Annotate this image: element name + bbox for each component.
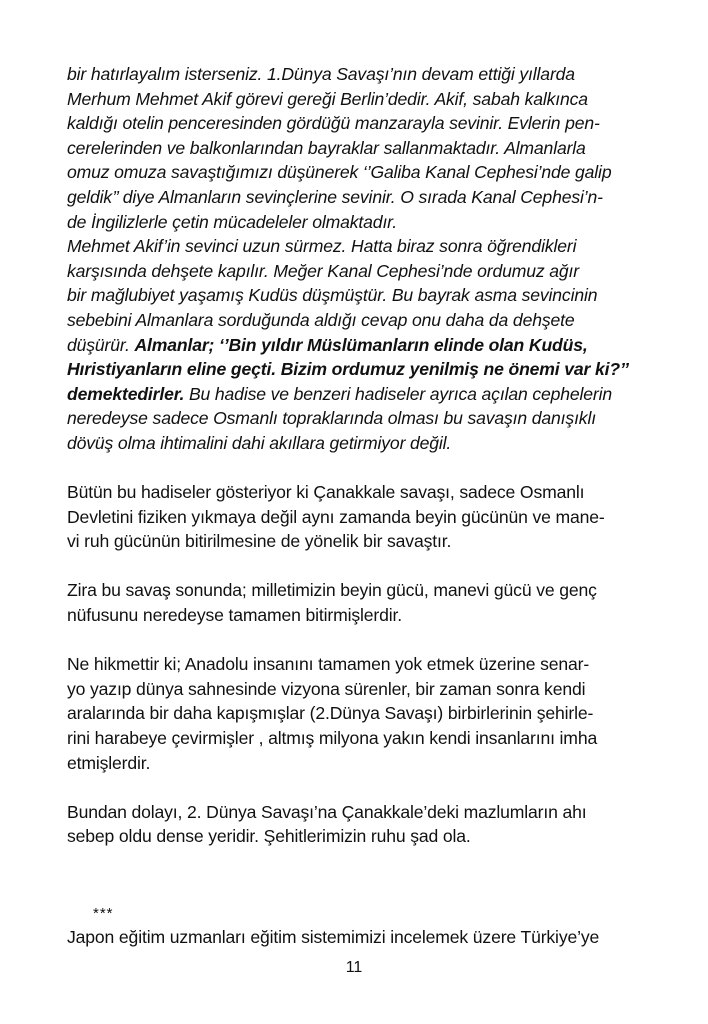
- paragraph-spacer: [67, 628, 647, 653]
- text-line: sebebini Almanlara sorduğunda aldığı cevap onu daha da dehşete: [67, 309, 575, 330]
- text-line: de İngilizlerle çetin mücadeleler olmaktadır.: [67, 211, 397, 232]
- text-line: Bütün bu hadiseler gösteriyor ki Çanakkale savaşı, sadece Osmanlı: [67, 482, 585, 503]
- paragraph-zira: [67, 578, 647, 627]
- text-line: bir hatırlayalım isterseniz. 1.Dünya Savaşı’nın devam ettiği yıllarda: [67, 64, 575, 84]
- bold-quote: Almanlar; ‘’Bin yıldır Müslümanların elinde olan Kudüs,: [134, 334, 588, 355]
- text-line: bir mağlubiyet yaşamış Kudüs düşmüştür. Bu bayrak asma sevincinin: [67, 285, 598, 306]
- paragraph-akif-dehset: [67, 234, 647, 455]
- text-line: Zira bu savaş sonunda; milletimizin beyin gücü, manevi gücü ve genç: [67, 580, 597, 601]
- paragraph-hikmet: [67, 652, 647, 775]
- paragraph-spacer: [67, 456, 647, 481]
- text-line: nüfusunu neredeyse tamamen bitirmişlerdir.: [67, 605, 402, 626]
- paragraph-spacer: [67, 554, 647, 579]
- text-line: yo yazıp dünya sahnesinde vizyona sürenler, bir zaman sonra kendi: [67, 678, 586, 699]
- text-line: cerelerinden ve balkonlarından bayraklar sallanmaktadır. Almanlarla: [67, 137, 586, 158]
- text-line: dövüş olma ihtimalini dahi akıllara getirmiyor değil.: [67, 432, 452, 453]
- text-line: [67, 382, 647, 407]
- text-line: Bundan dolayı, 2. Dünya Savaşı’na Çanakkale’deki mazlumların ahı: [67, 801, 587, 822]
- paragraph-spacer: [67, 849, 647, 899]
- text-line: neredeyse sadece Osmanlı topraklarında olması bu savaşın danışıklı: [67, 408, 596, 429]
- text-line: geldik’’ diye Almanların sevinçlerine sevinir. O sırada Kanal Cephesi’n-: [67, 186, 603, 207]
- paragraph-spacer: [67, 775, 647, 800]
- text-line: sebep oldu dense yeridir. Şehitlerimizin ruhu şad ola.: [67, 826, 471, 847]
- text-line: Japon eğitim uzmanları eğitim sistemimizi incelemek üzere Türkiye’ye: [67, 927, 600, 947]
- text-line: Merhum Mehmet Akif görevi gereği Berlin’dedir. Akif, sabah kalkınca: [67, 88, 588, 109]
- section-separator: ***: [93, 905, 114, 922]
- text-line: Mehmet Akif’in sevinci uzun sürmez. Hatta biraz sonra öğrendikleri: [67, 236, 577, 257]
- text-line: Devletini fiziken yıkmaya değil aynı zamanda beyin gücünün ve mane-: [67, 506, 605, 527]
- paragraph-canakkale: [67, 480, 647, 554]
- page-number: 11: [345, 959, 363, 976]
- text-line: vi ruh gücünün bitirilmesine de yönelik bir savaştır.: [67, 531, 452, 552]
- text-run: Bu hadise ve benzeri hadiseler ayrıca açılan cephelerin: [184, 383, 613, 404]
- text-line: kaldığı otelin penceresinden gördüğü manzarayla sevinir. Evlerin pen-: [67, 113, 600, 134]
- bold-quote: demektedirler.: [67, 383, 185, 404]
- text-line: [67, 333, 647, 358]
- paragraph-japon: [67, 925, 647, 950]
- text-line: Ne hikmettir ki; Anadolu insanını tamamen yok etmek üzerine senar-: [67, 654, 590, 675]
- text-line: rini harabeye çevirmişler , altmış milyona yakın kendi insanlarını imha: [67, 728, 598, 749]
- paragraph-akif-berlin: [67, 62, 647, 234]
- text-line: karşısında dehşete kapılır. Meğer Kanal Cephesi’nde ordumuz ağır: [67, 260, 579, 281]
- text-run: düşürür.: [67, 334, 135, 355]
- text-line: etmişlerdir.: [67, 752, 151, 773]
- text-line: omuz omuza savaştığımızı düşünerek ‘’Galiba Kanal Cephesi’nde galip: [67, 162, 612, 183]
- paragraph-bundan-dolayi: [67, 800, 647, 849]
- text-line: aralarında bir daha kapışmışlar (2.Dünya Savaşı) birbirlerinin şehirle-: [67, 703, 594, 724]
- document-page: [67, 62, 647, 950]
- bold-quote: Hıristiyanların eline geçti. Bizim ordumuz yenilmiş ne önemi var ki?’’: [67, 359, 629, 380]
